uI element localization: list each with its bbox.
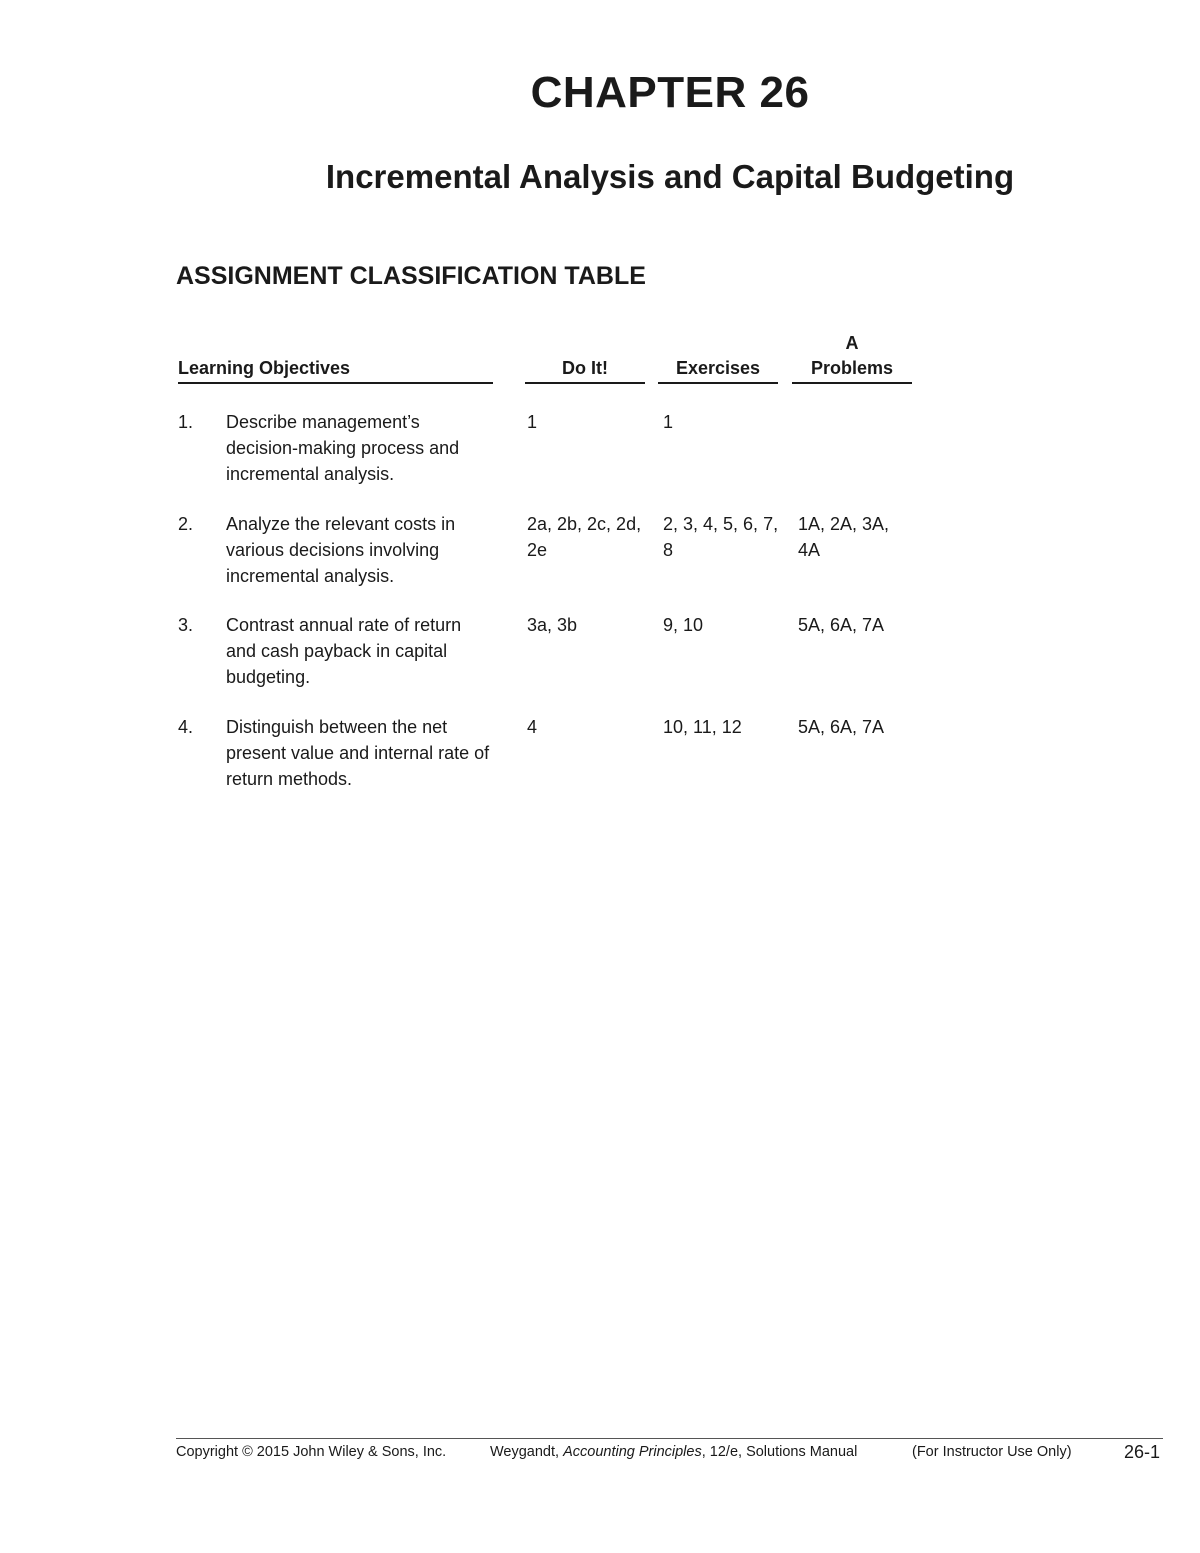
column-header-do-it: Do It! [525,356,645,384]
footer-book-citation [490,1444,857,1460]
table-heading: ASSIGNMENT CLASSIFICATION TABLE [176,262,646,290]
footer-divider [176,1438,1163,1439]
problems-cell: 5A, 6A, 7A [798,615,885,635]
footer-page-number: 26-1 [1124,1442,1161,1462]
objective-number: 3. [178,615,194,635]
objective-description: Distinguish between the net present value and internal rate of return methods. [226,717,490,789]
objective-description: Describe management’s decision-making process and incremental analysis. [226,412,460,484]
footer-author: Weygandt, [490,1444,560,1460]
objective-description: Contrast annual rate of return and cash payback in capital budgeting. [226,615,462,687]
footer-copyright: Copyright © 2015 John Wiley & Sons, Inc. [176,1444,447,1460]
problems-cell: 5A, 6A, 7A [798,717,885,737]
objective-number: 2. [178,514,194,534]
footer-book-title: Accounting Principles [563,1444,702,1460]
column-header-problems-bottom: Problems [810,358,894,378]
chapter-title: CHAPTER 26 [530,68,810,117]
column-header-problems [792,331,912,384]
do-it-cell: 3a, 3b [527,615,578,635]
objective-number: 4. [178,717,194,737]
column-header-exercises: Exercises [658,356,778,384]
column-header-problems-top: A [845,333,859,353]
do-it-cell: 2a, 2b, 2c, 2d, 2e [527,514,642,560]
objective-description: Analyze the relevant costs in various decisions involving incremental analysis. [226,514,456,586]
footer-instructor-note: (For Instructor Use Only) [912,1444,1072,1460]
do-it-cell: 1 [527,412,538,432]
exercises-cell: 1 [663,412,674,432]
chapter-subtitle: Incremental Analysis and Capital Budgeting [325,158,1015,195]
problems-cell: 1A, 2A, 3A, 4A [798,514,890,560]
footer-edition: , 12/e, Solutions Manual [701,1444,858,1460]
exercises-cell: 9, 10 [663,615,704,635]
do-it-cell: 4 [527,717,538,737]
exercises-cell: 2, 3, 4, 5, 6, 7, 8 [663,514,779,560]
objective-number: 1. [178,412,194,432]
exercises-cell: 10, 11, 12 [663,717,742,737]
column-header-learning-objectives: Learning Objectives [178,356,493,384]
